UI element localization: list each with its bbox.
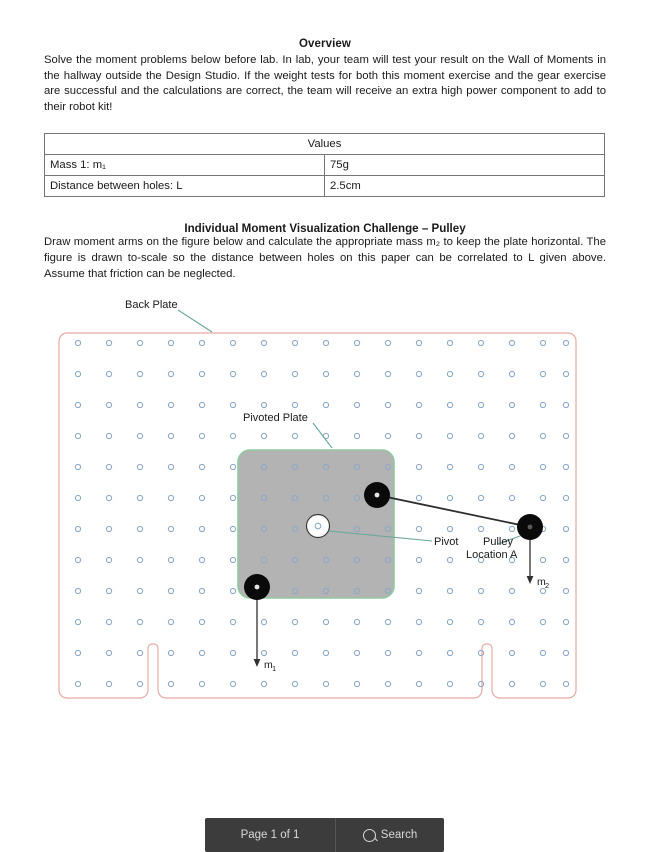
label-mass2: m	[537, 576, 546, 588]
label-mass2-subscript: 2	[545, 581, 550, 590]
search-button[interactable]	[336, 818, 444, 852]
challenge-heading: Individual Moment Visualization Challenge – Pulley	[184, 222, 466, 236]
label-back-plate: Back Plate	[125, 299, 178, 311]
table-row	[45, 176, 605, 197]
table-header-row	[45, 134, 605, 155]
pdf-viewer-toolbar[interactable]	[205, 818, 444, 852]
values-table	[44, 133, 605, 197]
page-indicator-label: Page 1 of 1	[240, 829, 300, 841]
table-row	[45, 155, 605, 176]
overview-paragraph: Solve the moment problems below before lab. In lab, your team will test your result on the Wall of Moments in the hallway outside the Design Studio. If the weight tests for both this moment exercise and the gear exercise are successful and the calculations are correct, the team will receive an extra high power component to add to their robot kit!	[44, 54, 606, 113]
label-pivot: Pivot	[434, 536, 459, 548]
anchor-plate-left	[244, 574, 270, 600]
leader-back-plate	[178, 310, 212, 332]
row-label-distance: Distance between holes: L	[45, 176, 325, 197]
row-value-distance: 2.5cm	[325, 176, 605, 197]
overview-heading: Overview	[299, 38, 351, 50]
label-pulley-line1: Pulley	[483, 536, 513, 548]
pivot-point	[307, 515, 330, 538]
pulley-location-a	[517, 514, 543, 540]
label-mass1-subscript: 1	[272, 664, 277, 673]
anchor-plate-right	[364, 482, 390, 508]
moment-figure	[0, 290, 649, 750]
challenge-paragraph: Draw moment arms on the figure below and calculate the appropriate mass m₂ to keep the plate horizontal. The figure is drawn to-scale so the distance between holes on this paper can be correlated to L given above. Assume that friction can be neglected.	[44, 236, 606, 280]
magnifier-icon	[363, 829, 376, 842]
figure-svg	[0, 290, 649, 750]
label-mass1: m	[264, 659, 273, 671]
label-pulley-line2: Location A	[466, 549, 518, 561]
values-header-cell: Values	[45, 134, 605, 155]
document-body	[44, 38, 606, 282]
label-pivoted-plate: Pivoted Plate	[243, 412, 308, 424]
row-value-mass1: 75g	[325, 155, 605, 176]
page-indicator[interactable]	[205, 818, 336, 852]
row-label-mass1: Mass 1: m₁	[45, 155, 325, 176]
search-button-label: Search	[380, 829, 418, 841]
